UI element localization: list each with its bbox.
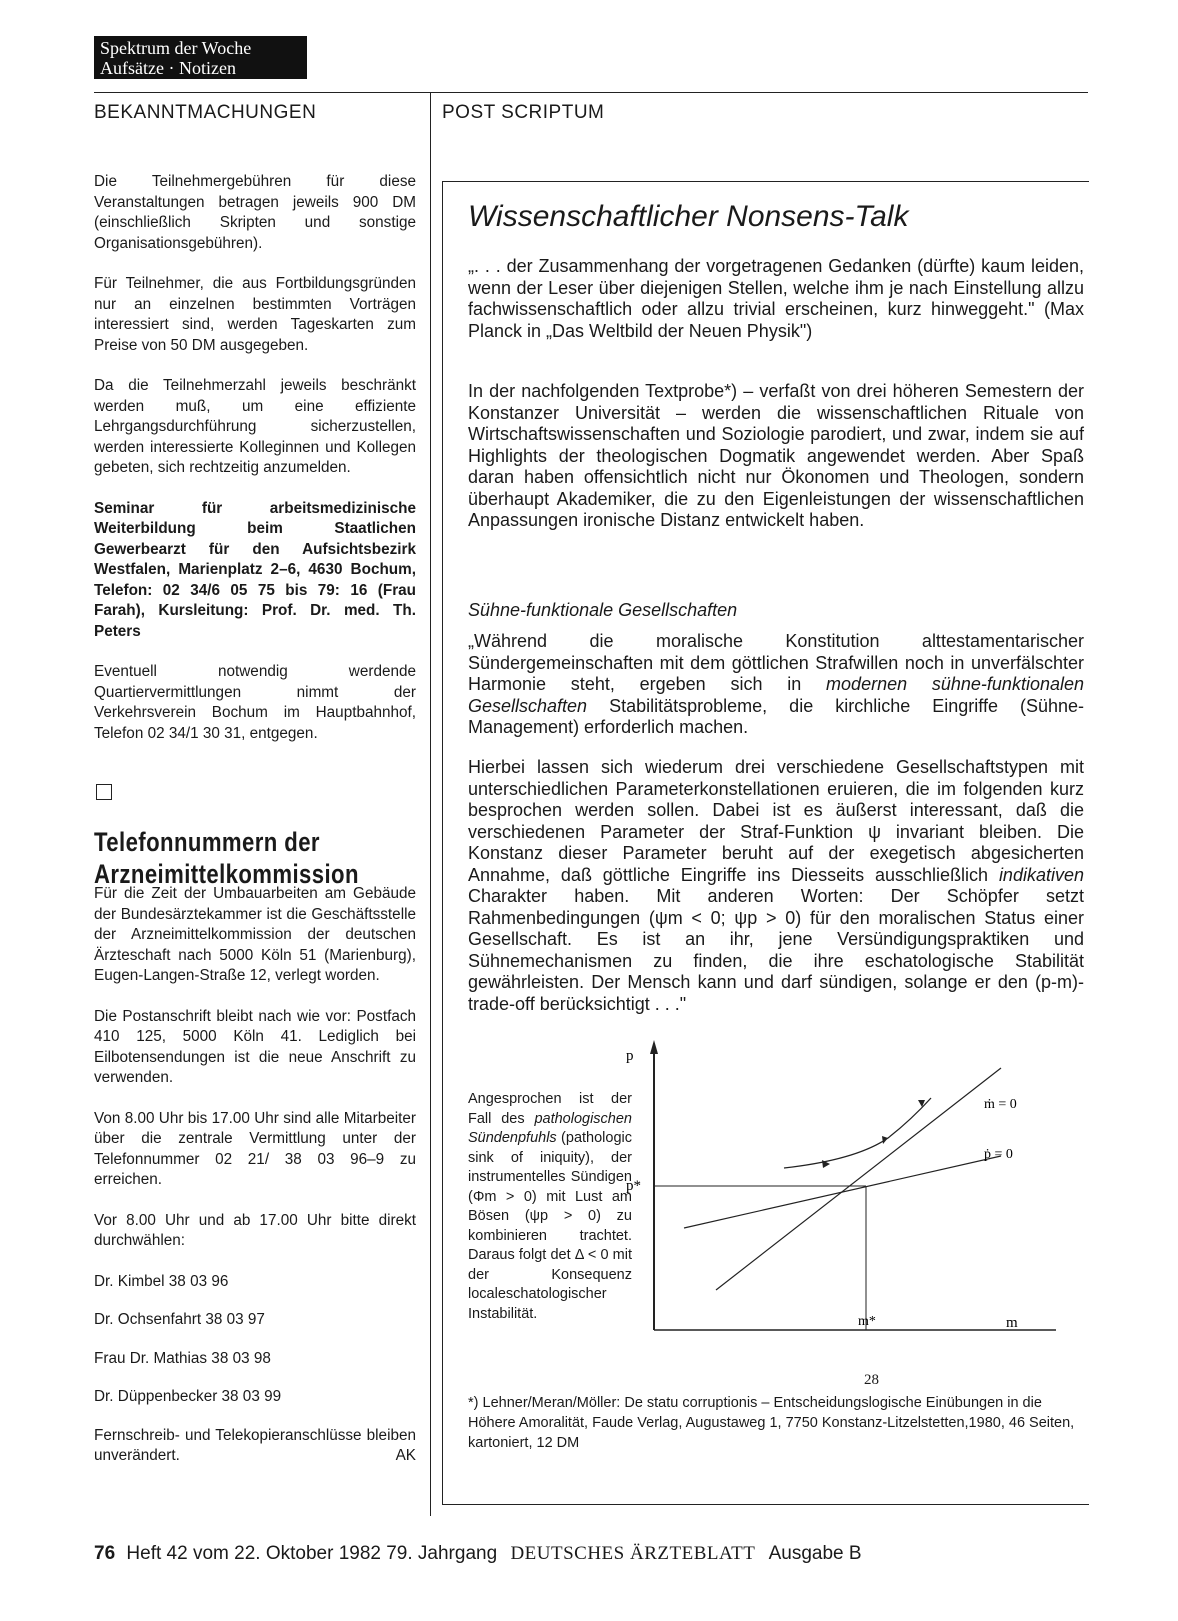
tel-heading-line-2: Arzneimittelkommission	[94, 859, 359, 889]
seminar-address: Seminar für arbeitsmedizinische Weiterbildung beim Staatlichen Gewerbearzt für den Aufsichtsbezirk Westfalen, Marienplatz 2–6, 4630 Bochum, Telefon: 02 34/6 05 75 bis 79: 16 (Frau Farah), Kursleitung: Prof. Dr. med. Th. Peters	[94, 499, 416, 640]
figure-caption	[468, 1090, 632, 1324]
m-star-label: m*	[858, 1314, 876, 1329]
journal-name: DEUTSCHES ÄRZTEBLATT	[510, 1543, 756, 1564]
footnote: *) Lehner/Meran/Möller: De statu corruptionis – Entscheidungslogische Einübungen in die Höhere Amoralität, Faude Verlag, Augustaweg 1, 7750 Konstanz-Litzelstetten,1980, 46 Seiten, kartoniert, 12 DM	[468, 1395, 1075, 1451]
caption-part: (pathologic sink of iniquity), der instrumentelles Sündigen (Φm > 0) mit Lust am Bösen (ψp > 0) zu kombinieren trachtet. Daraus folgt det Δ < 0 mit der Konsequenz localeschatologischer Instabilität.	[468, 1130, 632, 1322]
contact-line: Frau Dr. Mathias 38 03 98	[94, 1349, 271, 1367]
contact-line: Dr. Kimbel 38 03 96	[94, 1272, 229, 1290]
phase-diagram	[626, 1040, 1066, 1340]
caption-emphasis: pathologischen Sündenpfuhls	[468, 1110, 632, 1146]
figure-page-marker: 28	[864, 1372, 879, 1388]
top-rule	[94, 92, 1088, 93]
page-number: 76	[94, 1543, 116, 1564]
m-dot-label: ṁ = 0	[984, 1097, 1017, 1112]
tel-closing-text: Fernschreib- und Telekopieranschlüsse bleiben unverändert.	[94, 1426, 416, 1464]
m-axis-label: m	[1006, 1315, 1018, 1331]
m-dot-zero-line	[716, 1068, 1001, 1290]
column-divider	[430, 92, 431, 1516]
body-text: „Während die moralische Konstitution alttestamentarischer Sündergemeinschaften mit dem göttlichen Strafwillen noch in unverfälschter Harmonie steht, ergeben sich in	[468, 631, 1084, 694]
y-axis-arrow	[650, 1040, 658, 1054]
trajectory-arrow	[882, 1136, 888, 1144]
p-star-label: p*	[626, 1178, 641, 1194]
tel-closing	[94, 1426, 416, 1467]
issue-info: Heft 42 vom 22. Oktober 1982 79. Jahrgang	[126, 1543, 498, 1564]
article-intro	[468, 381, 1084, 532]
body-emphasis: indikativen	[998, 864, 1084, 885]
article-body-1	[468, 631, 1084, 739]
body-text: Stabilitätsprobleme, die kirchliche Eingriffe (Sühne-Management) erforderlich machen.	[468, 695, 1084, 737]
tel-heading-line-1: Telefonnummern der	[94, 827, 320, 857]
article-body-2	[468, 757, 1084, 1015]
body-text: Hierbei lassen sich wiederum drei verschiedene Gesellschaftstypen mit unterschiedlichen Parameterkonstellationen eruieren, die im folgenden kurz besprochen werden sollen. Dabei ist es äußerst interessant, daß die verschiedenen Parameter der Straf-Funktion ψ invariant bleiben. Die Konstanz dieser Parameter beruht auf der exegetisch abgesicherten Annahme, daß göttliche Eingriffe ins Diesseits ausschließlich	[468, 757, 1084, 885]
contact-line: Dr. Ochsenfahrt 38 03 97	[94, 1311, 265, 1328]
body-emphasis: modernen sühne-funktionalen Gesellschaften	[468, 674, 1084, 716]
trajectory-curve	[784, 1098, 931, 1168]
caption-text	[468, 1090, 632, 1324]
page-footer	[94, 1543, 862, 1565]
end-mark-box	[96, 784, 112, 800]
tel-paragraph: Die Postanschrift bleibt nach wie vor: Postfach 410 125, 5000 Köln 41. Lediglich bei Eilbotensendungen ist die neue Anschrift zu verwenden.	[94, 1007, 416, 1086]
p-dot-zero-line	[684, 1156, 1001, 1228]
article-subheading: Sühne-funktionale Gesellschaften	[468, 600, 738, 620]
tel-paragraph: Für die Zeit der Umbauarbeiten am Gebäude der Bundesärztekammer ist die Geschäftsstelle der Arzneimittelkommission der deutschen Ärzteschaft nach 5000 Köln 51 (Marienburg), Eugen-Langen-Straße 12, verlegt worden.	[94, 885, 416, 984]
body-text: Charakter haben. Mit anderen Worten: Der Schöpfer setzt Rahmenbedingungen (ψm < 0; ψp > 0) für den moralischen Status einer Gesellschaft. Es ist an ihr, jene Versündigungspraktiken und Sühnemechanismen zu finden, die ihre eschatologische Stabilität gewährleisten. Der Mensch kann und darf sündigen, solange er den (p-m)-trade-off berücksichtigt . . ."	[468, 886, 1084, 1014]
announcement-paragraph: Für Teilnehmer, die aus Fortbildungsgründen nur an einzelnen bestimmten Vorträgen interessiert sind, werden Tageskarten zum Preise von 50 DM ausgegeben.	[94, 275, 416, 354]
section-banner	[94, 36, 307, 79]
announcement-paragraph: Eventuell notwendig werdende Quartiervermittlungen nimmt der Verkehrsverein Bochum im Hauptbahnhof, Telefon 02 34/1 30 31, entgegen.	[94, 663, 416, 742]
intro-paragraph: In der nachfolgenden Textprobe*) – verfaßt von drei höheren Semestern der Konstanzer Universität – werden die wissenschaftlichen Rituale von Wirtschaftswissenschaften und Soziologie parodiert, und zwar, indem sie auf Highlights der theologischen Dogmatik angewendet werden. Aber Spaß daran haben offensichtlich nicht nur Ökonomen und Theologen, sondern überhaupt Akademiker, die zu den Eigenleistungen der wissenschaftlichen Anpassungen ironische Distanz entwickelt haben.	[468, 381, 1084, 530]
planck-quote: „. . . der Zusammenhang der vorgetragenen Gedanken (dürfte) kaum leiden, wenn der Leser über diejenigen Stellen, welche ihm je nach Einstellung allzu fachwissenschaftlich oder allzu trivial erscheinen, kurz hinweggeht." (Max Planck in „Das Weltbild der Neuen Physik")	[468, 256, 1084, 341]
announcement-paragraph: Da die Teilnehmerzahl jeweils beschränkt werden muß, um eine effiziente Lehrgangsdurchführung sicherzustellen, werden interessierte Kolleginnen und Kollegen gebeten, sich rechtzeitig anzumelden.	[94, 377, 416, 476]
signature-initials: AK	[395, 1447, 416, 1464]
article-quote	[468, 256, 1084, 342]
banner-line-1: Spektrum der Woche	[100, 38, 252, 58]
edition: Ausgabe B	[768, 1543, 862, 1564]
caption-part: Angesprochen ist der Fall des	[468, 1091, 632, 1127]
announcement-paragraph: Die Teilnehmergebühren für diese Veranstaltungen betragen jeweils 900 DM (einschließlich Skripten und sonstige Organisationsgebühren).	[94, 173, 416, 252]
contact-line: Dr. Düppenbecker 38 03 99	[94, 1388, 282, 1405]
announcement-text	[94, 172, 416, 764]
left-section-heading: BEKANNTMACHUNGEN	[94, 102, 317, 123]
body-paragraph	[468, 631, 1084, 739]
banner-line-2: Aufsätze · Notizen	[100, 58, 236, 78]
tel-paragraph: Vor 8.00 Uhr und ab 17.00 Uhr bitte direkt durchwählen:	[94, 1211, 416, 1249]
tel-heading	[94, 826, 365, 890]
right-section-heading: POST SCRIPTUM	[442, 102, 605, 123]
tel-text	[94, 884, 416, 1467]
p-axis-label: p	[626, 1048, 634, 1064]
tel-paragraph: Von 8.00 Uhr bis 17.00 Uhr sind alle Mitarbeiter über die zentrale Vermittlung unter der Telefonnummer 02 21/ 38 03 96–9 zu erreichen.	[94, 1109, 416, 1188]
body-paragraph	[468, 757, 1084, 1015]
article-title: Wissenschaftlicher Nonsens-Talk	[468, 200, 909, 233]
p-dot-label: ṗ = 0	[984, 1147, 1013, 1162]
